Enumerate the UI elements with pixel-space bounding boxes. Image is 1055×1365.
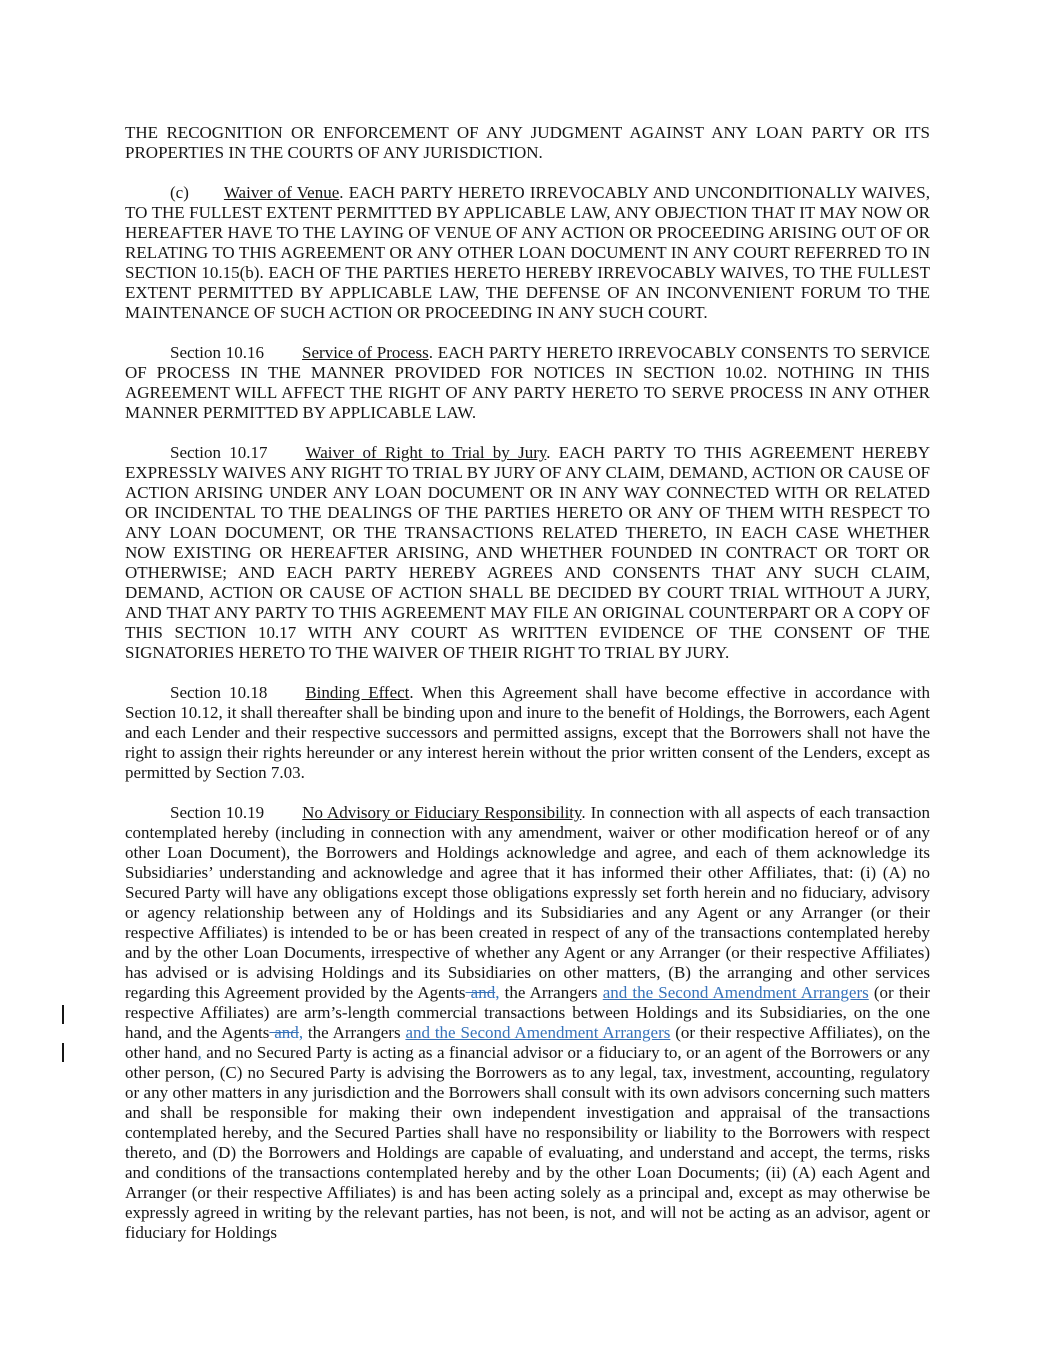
clause-label: (c)	[170, 183, 189, 202]
deleted-text: and	[465, 983, 496, 1002]
tab-spacer	[264, 817, 302, 818]
tab-spacer	[264, 357, 302, 358]
change-bar	[62, 1043, 64, 1062]
heading-service-of-process: Service of Process	[302, 343, 429, 362]
body-text: and no Secured Party is acting as a financial advisor or a fiduciary to, or an agent of the Borrowers or any other person, (C) no Secured Party is advising the Borrowers as to any legal, tax, investment, accounting, regulatory or any other matters in any jurisdiction and the Borrowers shall consult with its own advisors concerning such matters and shall be responsible for making their own independent investigation and appraisal of the transactions contemplated hereby, and the Secured Parties shall have no responsibility or liability to the Borrowers with respect thereto, and (D) the Borrowers and Holdings are capable of evaluating, and understand and accept, the terms, risks and conditions of the transactions contemplated hereby and by the other Loan Documents; (ii) (A) each Agent and Arranger (or their respective Affiliates) is and has been acting solely as a principal and, except as may otherwise be expressly agreed in writing by the relevant parties, has not been, is not, and will not be acting as an advisor, agent or fiduciary for Holdings	[125, 1043, 930, 1242]
document-body	[125, 123, 930, 1243]
paragraph-continuation	[125, 123, 930, 163]
tab-spacer	[125, 197, 170, 198]
paragraph-section-10-17	[125, 443, 930, 663]
inserted-text: and the Second Amendment Arrangers	[405, 1023, 671, 1042]
deleted-text: and	[269, 1023, 299, 1042]
inserted-text: ,	[197, 1043, 202, 1062]
section-number: Section 10.19	[170, 803, 265, 822]
heading-no-advisory-or-fiduciary-responsibility: No Advisory or Fiduciary Responsibility	[302, 803, 582, 822]
inserted-text: and the Second Amendment Arrangers	[602, 983, 869, 1002]
body-text: the Arrangers	[303, 1023, 406, 1042]
heading-waiver-of-venue: Waiver of Venue	[223, 183, 340, 202]
tab-spacer	[125, 357, 170, 358]
body-text: (or their respective Affiliates), on the other hand	[125, 1023, 931, 1062]
section-number: Section 10.16	[170, 343, 265, 362]
body-text: . EACH PARTY TO THIS AGREEMENT HEREBY EXPRESSLY WAIVES ANY RIGHT TO TRIAL BY JURY OF ANY CLAIM, DEMAND, ACTION OR CAUSE OF ACTION ARISING UNDER ANY LOAN DOCUMENT OR IN ANY WAY CONNECTED WITH OR RELATED OR INCIDENTAL TO THE DEALINGS OF THE PARTIES HERETO OR ANY OF THEM WITH RESPECT TO ANY LOAN DOCUMENT, OR THE TRANSACTIONS RELATED THERETO, IN EACH CASE WHETHER NOW EXISTING OR HEREAFTER ARISING, AND WHETHER FOUNDED IN CONTRACT OR TORT OR OTHERWISE; AND EACH PARTY HEREBY AGREES AND CONSENTS THAT ANY SUCH CLAIM, DEMAND, ACTION OR CAUSE OF ACTION SHALL BE DECIDED BY COURT TRIAL WITHOUT A JURY, AND THAT ANY PARTY TO THIS AGREEMENT MAY FILE AN ORIGINAL COUNTERPART OR A COPY OF THIS SECTION 10.17 WITH ANY COURT AS WRITTEN EVIDENCE OF THE CONSENT OF THE SIGNATORIES HERETO TO THE WAIVER OF THEIR RIGHT TO TRIAL BY JURY.	[125, 443, 931, 662]
tab-spacer	[268, 457, 306, 458]
inserted-text: ,	[495, 983, 500, 1002]
body-text: . In connection with all aspects of each transaction contemplated hereby (including in connection with any amendment, waiver or other modification hereof or of any other Loan Document), the Borrowers and Holdings acknowledge and agree, and each of them acknowledge its Subsidiaries’ understanding and acknowledge and agree that it has informed their other Affiliates, that: (i) (A) no Secured Party will have any obligations except those obligations expressly set forth herein and no fiduciary, advisory or agency relationship between any of Holdings and its Subsidiaries and any Agent or any Arranger (or their respective Affiliates) is intended to be or has been created in respect of any of the transactions contemplated hereby and by the other Loan Documents, irrespective of whether any Agent or any Arranger (or their respective Affiliates) has advised or is advising Holdings and its Subsidiaries on other matters, (B) the arranging and other services regarding this Agreement provided by the Agents	[125, 803, 930, 1002]
body-text: the Arrangers	[499, 983, 603, 1002]
tab-spacer	[125, 697, 170, 698]
change-bar	[62, 1005, 64, 1024]
section-number: Section 10.18	[170, 683, 268, 702]
tab-spacer	[267, 697, 305, 698]
heading-waiver-of-right-to-trial-by-jury: Waiver of Right to Trial by Jury	[305, 443, 547, 462]
body-text: (or their respective Affiliates) are arm’s-length commercial transactions between Holdings and its Subsidiaries, on the one hand, and the Agents	[125, 983, 930, 1042]
inserted-text: ,	[298, 1023, 304, 1042]
body-text: THE RECOGNITION OR ENFORCEMENT OF ANY JUDGMENT AGAINST ANY LOAN PARTY OR ITS PROPERTIES IN THE COURTS OF ANY JURISDICTION.	[125, 123, 930, 162]
body-text: . EACH PARTY HERETO IRREVOCABLY CONSENTS TO SERVICE OF PROCESS IN THE MANNER PROVIDED FOR NOTICES IN SECTION 10.02. NOTHING IN THIS AGREEMENT WILL AFFECT THE RIGHT OF ANY PARTY HERETO TO SERVE PROCESS IN ANY OTHER MANNER PERMITTED BY APPLICABLE LAW.	[125, 343, 931, 422]
tab-spacer	[125, 457, 170, 458]
tab-spacer	[189, 197, 224, 198]
body-text: . EACH PARTY HERETO IRREVOCABLY AND UNCONDITIONALLY WAIVES, TO THE FULLEST EXTENT PERMITTED BY APPLICABLE LAW, ANY OBJECTION THAT IT MAY NOW OR HEREAFTER HAVE TO THE LAYING OF VENUE OF ANY ACTION OR PROCEEDING ARISING OUT OF OR RELATING TO THIS AGREEMENT OR ANY OTHER LOAN DOCUMENT IN ANY COURT REFERRED TO IN SECTION 10.15(b). EACH OF THE PARTIES HERETO HEREBY IRREVOCABLY WAIVES, TO THE FULLEST EXTENT PERMITTED BY APPLICABLE LAW, THE DEFENSE OF AN INCONVENIENT FORUM TO THE MAINTENANCE OF SUCH ACTION OR PROCEEDING IN ANY SUCH COURT.	[125, 183, 930, 322]
tab-spacer	[125, 817, 170, 818]
paragraph-waiver-of-venue	[125, 183, 930, 323]
body-text: . When this Agreement shall have become effective in accordance with Section 10.12, it shall thereafter shall be binding upon and inure to the benefit of Holdings, the Borrowers, each Agent and each Lender and their respective successors and permitted assigns, except that the Borrowers shall not have the right to assign their rights hereunder or any interest herein without the prior written consent of the Lenders, except as permitted by Section 7.03.	[125, 683, 931, 782]
paragraph-section-10-19	[125, 803, 930, 1243]
heading-binding-effect: Binding Effect	[305, 683, 410, 702]
paragraph-section-10-18	[125, 683, 930, 783]
section-number: Section 10.17	[170, 443, 268, 462]
paragraph-section-10-16	[125, 343, 930, 423]
